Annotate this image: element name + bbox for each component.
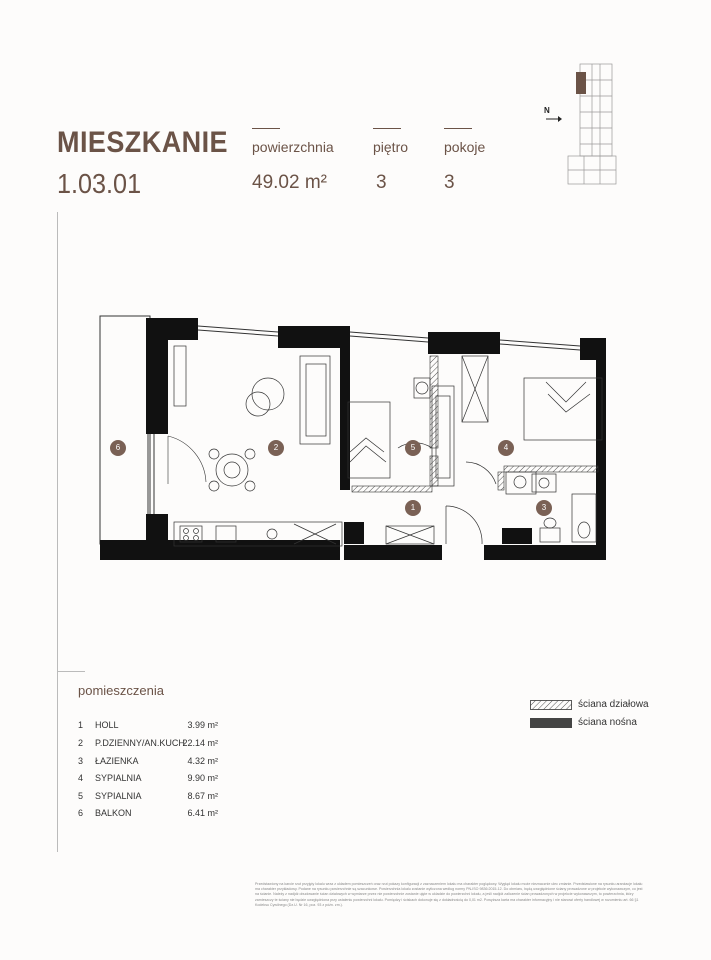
stat-divider <box>444 128 472 129</box>
room-number: 4 <box>78 773 84 783</box>
room-name: BALKON <box>95 808 132 818</box>
legend-bearing-label: ściana nośna <box>578 717 637 728</box>
area-value: 49.02 m² <box>252 172 327 193</box>
building-key-plan <box>540 60 620 190</box>
rooms-count-label: pokoje <box>444 139 486 155</box>
room-marker-3: 3 <box>536 500 552 516</box>
disclaimer-text: Przedstawiony na karcie rzut przyjęty lokalu wraz z układem pomieszczeń oraz rzut pokazy konfiguracji z zaznaczeniem lokalu ma charakter poglądowy. Wygląd lokalu może nieznacznie ulec zmianie. Przedstawione na rysunku aranżacje lokalu ma charakter przykładowy. Podane na rysunku powierzchnie są szacunkowe. Powierzchnia lokalu zostanie wyliczona według normy PN-ISO 9836:2015-12. Do obmiaru, będą uwzględnione ściany prowadzone w projekcie wykonawczym, co jest na ścianie. Należy z nadjdź obudowanie ścian działowych w wymiarze przez nie powierzchnie zostanie ujęte w ukladzie do powierzchni lokalu, a jeśli nadjdź zaliczenie ścian prowadzonych w projekcie wykonawczym, to powierzchnia, który zamieszczy te ściany nie będzie uwzględniona przy ustaleniu powierzchni lokalu. Pomiędzy i ściskach dokonuje się z dokładnością do 0,01 m2. Powyższa karta ma charakter informacyjny i nie stanowi oferty handlowej w rozumieniu art. 66 §1 Kodeksu Cywilnego (Dz.U. Nr 16, poz. 93 z późn. zm.). <box>255 882 643 907</box>
room-marker-1: 1 <box>405 500 421 516</box>
room-number: 1 <box>78 720 84 730</box>
room-area: 9.90 m² <box>187 773 218 783</box>
hall-features <box>386 506 482 544</box>
bedroom-4-furniture <box>462 356 602 484</box>
stat-divider <box>373 128 401 129</box>
room-number: 3 <box>78 756 84 766</box>
vertical-guide <box>57 212 58 672</box>
area-label: powierzchnia <box>252 139 334 155</box>
floor-value: 3 <box>376 172 387 193</box>
room-area: 3.99 m² <box>187 720 218 730</box>
room-marker-4: 4 <box>498 440 514 456</box>
compass-label: N <box>544 106 550 115</box>
room-marker-5: 5 <box>405 440 421 456</box>
room-area: 8.67 m² <box>187 791 218 801</box>
vertical-guide <box>57 672 58 852</box>
room-row <box>78 720 218 732</box>
rooms-count-value: 3 <box>444 172 455 193</box>
room-name: HOLL <box>95 720 119 730</box>
apartment-number: 1.03.01 <box>57 168 142 199</box>
room-row <box>78 773 218 785</box>
room-name: SYPIALNIA <box>95 773 142 783</box>
legend-solid-swatch <box>530 718 572 728</box>
legend-hatched-swatch <box>530 700 572 710</box>
partition-walls <box>352 356 598 492</box>
room-number: 2 <box>78 738 84 748</box>
apartment-highlight <box>576 72 586 94</box>
horizontal-tick <box>57 671 85 672</box>
floor-label: piętro <box>373 139 409 155</box>
room-number: 5 <box>78 791 84 801</box>
room-marker-6: 6 <box>110 440 126 456</box>
room-name: SYPIALNIA <box>95 791 142 801</box>
room-area: 4.32 m² <box>187 756 218 766</box>
rooms-section-title: pomieszczenia <box>78 683 164 698</box>
room-row <box>78 808 218 820</box>
room-name: P.DZIENNY/AN.KUCH <box>95 738 185 748</box>
legend-partition-label: ściana działowa <box>578 699 649 710</box>
room-row <box>78 738 218 750</box>
floor-plan <box>96 312 622 564</box>
stat-divider <box>252 128 280 129</box>
room-marker-2: 2 <box>268 440 284 456</box>
bearing-walls <box>100 318 606 560</box>
room-area: 6.41 m² <box>187 808 218 818</box>
balcony-outline <box>100 316 150 544</box>
room-row <box>78 791 218 803</box>
room-row <box>78 756 218 768</box>
apartment-title: MIESZKANIE <box>57 126 229 159</box>
living-furniture <box>174 346 342 546</box>
room-name: ŁAZIENKA <box>95 756 139 766</box>
room-number: 6 <box>78 808 84 818</box>
room-area: 22.14 m² <box>182 738 218 748</box>
